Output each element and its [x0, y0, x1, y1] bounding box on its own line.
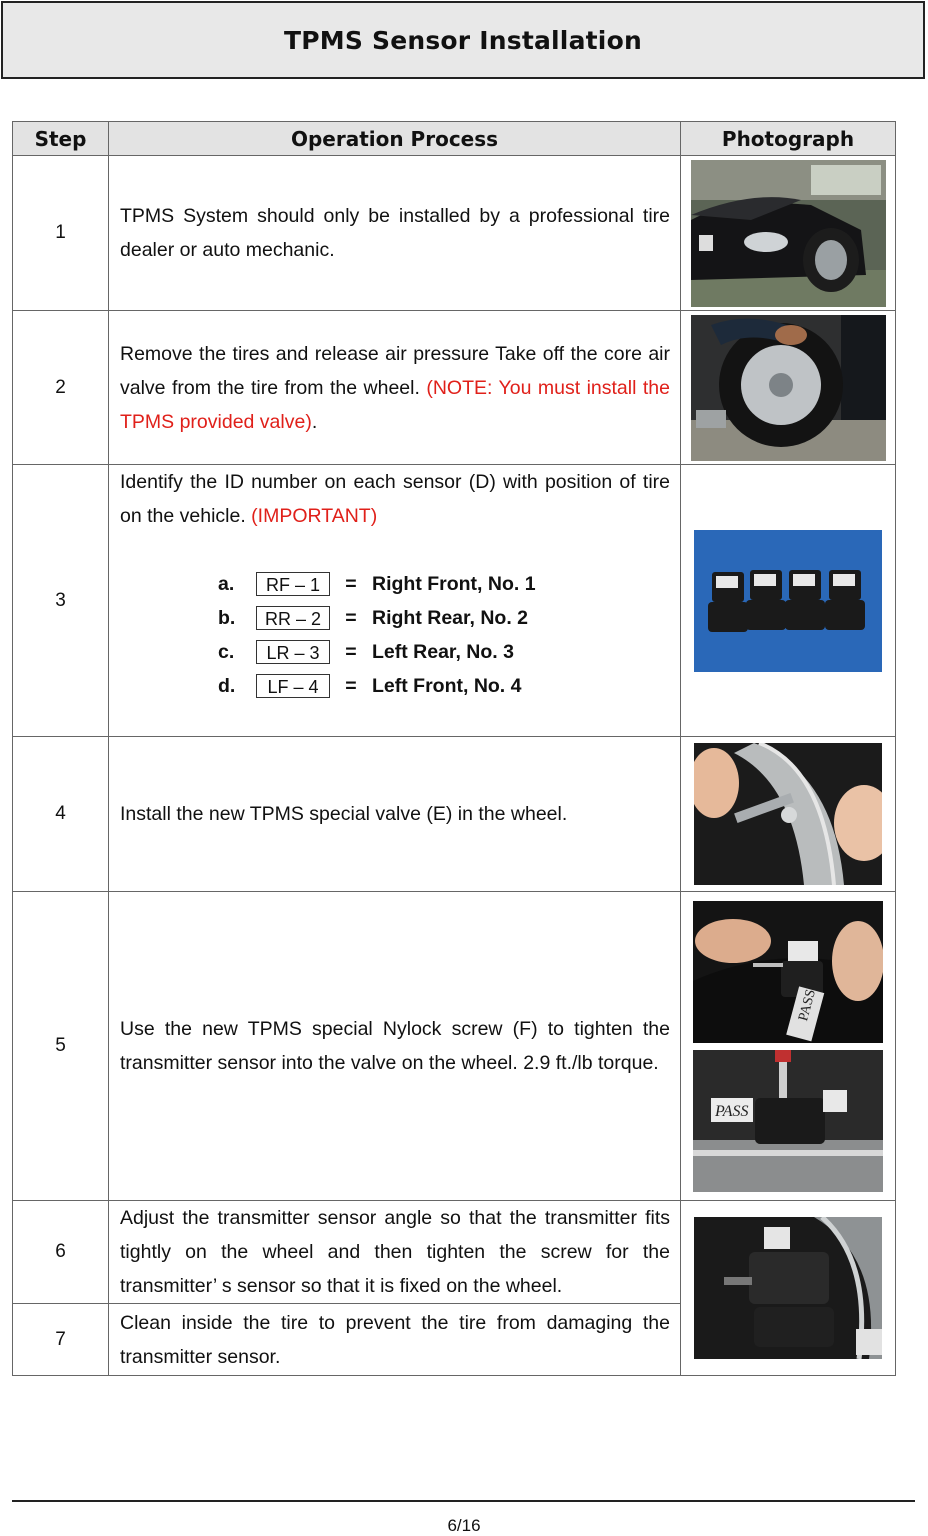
list-item: d. LF – 4 = Left Front, No. 4 [218, 669, 670, 703]
footer-divider [12, 1500, 915, 1502]
table-row [13, 892, 896, 1201]
step-note: (IMPORTANT) [251, 505, 378, 527]
sensors-photo [694, 530, 882, 672]
table-row [13, 1201, 896, 1304]
step-text: Adjust the transmitter sensor angle so that the transmitter fits tightly on the wheel and then tighten the screw for the transmitter’ s sensor so that it is fixed on the wheel. [109, 1201, 681, 1304]
step-number: 4 [13, 737, 109, 892]
installation-steps-table [12, 121, 896, 1376]
step-number: 3 [13, 465, 109, 737]
sensor-label-text: PASS [715, 1102, 749, 1120]
table-row [13, 465, 896, 737]
page-title-box [1, 1, 925, 79]
torque-photo [693, 1050, 883, 1192]
sensor-position: Right Front, No. 1 [372, 573, 536, 595]
sensor-id-code: LR – 3 [256, 640, 330, 664]
list-item: c. LR – 3 = Left Rear, No. 3 [218, 635, 670, 669]
table-row [13, 156, 896, 311]
list-item: b. RR – 2 = Right Rear, No. 2 [218, 601, 670, 635]
table-header-row [13, 122, 896, 156]
step-number: 5 [13, 892, 109, 1201]
step-text-tail: . [311, 410, 318, 433]
step-text: Identify the ID number on each sensor (D) with position of tire on the vehicle. [120, 471, 670, 527]
step-text: TPMS System should only be installed by a professional tire dealer or auto mechanic. [109, 156, 681, 311]
sensor-fitted-photo [694, 1217, 882, 1359]
sensor-position: Right Rear, No. 2 [372, 607, 529, 629]
sensor-id-code: LF – 4 [256, 674, 330, 698]
page-title: TPMS Sensor Installation [284, 25, 642, 55]
valve-install-photo [694, 743, 882, 885]
header-step: Step [13, 122, 109, 156]
screw-tighten-photo [693, 901, 883, 1043]
sensor-id-list [218, 567, 670, 703]
page-number: 6/16 [447, 1516, 481, 1535]
step-text: Remove the tires and release air pressure Take off the core air valve from the tire from the wheel. [120, 342, 670, 399]
step-text: Clean inside the tire to prevent the tire from damaging the transmitter sensor. [109, 1304, 681, 1376]
table-row [13, 311, 896, 465]
step-number: 1 [13, 156, 109, 311]
sensor-position: Left Rear, No. 3 [372, 641, 514, 663]
sensor-id-code: RR – 2 [256, 606, 330, 630]
header-photograph: Photograph [681, 122, 896, 156]
step-text: Install the new TPMS special valve (E) in the wheel. [109, 737, 681, 892]
step-number: 6 [13, 1201, 109, 1304]
sensor-label-text: PASS [796, 987, 819, 1023]
tire-removal-photo [691, 315, 886, 461]
sensor-position: Left Front, No. 4 [372, 675, 522, 697]
list-item: a. RF – 1 = Right Front, No. 1 [218, 567, 670, 601]
step-note: (NOTE: You must install the TPMS provided valve) [120, 376, 670, 433]
table-row [13, 737, 896, 892]
step-number: 7 [13, 1304, 109, 1376]
sensor-id-code: RF – 1 [256, 572, 330, 596]
header-operation: Operation Process [109, 122, 681, 156]
step-text: Use the new TPMS special Nylock screw (F) to tighten the transmitter sensor into the valve on the wheel. 2.9 ft./lb torque. [109, 892, 681, 1201]
car-photo [691, 160, 886, 307]
step-number: 2 [13, 311, 109, 465]
